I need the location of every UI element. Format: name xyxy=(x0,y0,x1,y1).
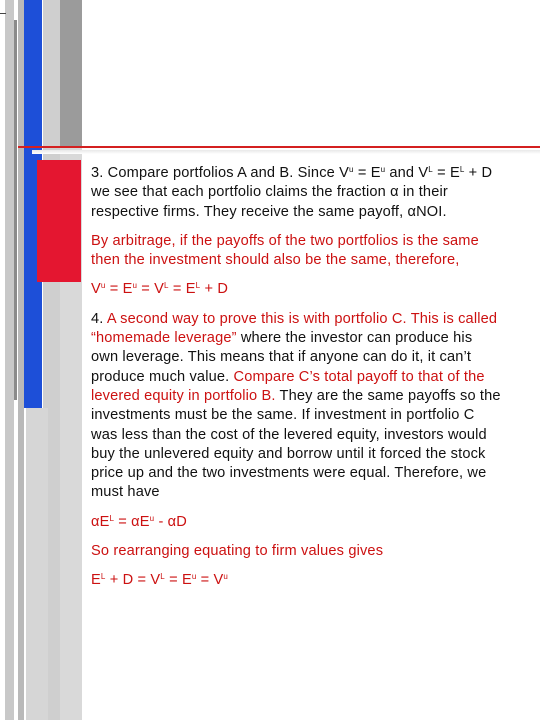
decor-rule-red xyxy=(18,146,540,148)
text-line xyxy=(91,348,531,367)
superscript: u xyxy=(380,165,386,174)
decor-bar-gray-lower xyxy=(26,408,48,720)
superscript: L xyxy=(100,572,106,582)
text-line xyxy=(91,445,531,464)
text-run: 4. xyxy=(91,310,107,327)
superscript: L xyxy=(160,572,165,582)
text-run: - αD xyxy=(154,513,187,530)
text-line xyxy=(91,571,531,590)
text-line xyxy=(91,368,531,387)
text-line xyxy=(91,310,531,329)
text-line xyxy=(91,232,531,251)
decor-bar-gray-outer xyxy=(5,0,14,720)
text-line xyxy=(91,426,531,445)
text-run: and V xyxy=(385,165,429,181)
text-run: E xyxy=(91,572,101,589)
text-run: was less than the cost of the levered equity, investors would xyxy=(91,426,487,443)
text-run: = E xyxy=(168,281,196,298)
paragraph-p-rearr xyxy=(91,542,531,561)
text-run: αE xyxy=(91,513,110,530)
decor-rule-shadow xyxy=(32,150,540,154)
text-line xyxy=(91,183,531,202)
text-run: investments must be the same. If investment in portfolio C xyxy=(91,407,475,424)
text-run: = αE xyxy=(114,513,150,530)
text-run: = E xyxy=(164,572,192,589)
superscript: L xyxy=(459,165,465,174)
text-run: we see that each portfolio claims the fraction α in their xyxy=(91,184,448,201)
paragraph-p4 xyxy=(91,310,531,503)
text-line xyxy=(91,329,531,348)
text-run: “homemade leverage” xyxy=(91,330,237,347)
superscript: u xyxy=(149,513,155,523)
text-run: where the investor can produce his xyxy=(236,330,473,347)
text-run: = E xyxy=(105,281,133,298)
superscript: u xyxy=(223,572,229,582)
paragraph-p-arb xyxy=(91,232,531,271)
text-run: A second way to prove this is with portfolio C. This is called xyxy=(106,310,498,327)
text-run: must have xyxy=(91,484,160,501)
paragraph-p-eq2 xyxy=(91,513,531,532)
text-run: + D xyxy=(464,165,493,181)
text-run: price up and the two investments were equal. Therefore, we xyxy=(91,465,487,482)
text-run: levered equity in portfolio B. xyxy=(91,387,280,404)
text-run: = E xyxy=(432,165,460,181)
text-line xyxy=(91,542,531,561)
text-run: Compare C’s total payoff to that of the xyxy=(233,368,485,385)
text-line xyxy=(91,164,531,183)
text-line xyxy=(91,280,531,299)
paragraph-p-eq1 xyxy=(91,280,531,299)
superscript: u xyxy=(132,281,138,291)
text-line xyxy=(91,387,531,406)
superscript: u xyxy=(349,165,354,174)
text-run: buy the unlevered equity and borrow until it forced the stock xyxy=(91,445,486,462)
text-line xyxy=(91,483,531,502)
superscript: u xyxy=(191,572,197,582)
superscript: L xyxy=(428,165,433,174)
text-run: + D xyxy=(200,281,229,298)
superscript: L xyxy=(164,281,169,291)
text-run: own leverage. This means that if anyone can do it, it can’t xyxy=(91,349,472,366)
decor-bar-red xyxy=(37,160,81,282)
text-run: = V xyxy=(196,572,224,589)
text-line xyxy=(91,513,531,532)
text-run: So rearranging equating to firm values gives xyxy=(91,543,384,560)
corner-mark xyxy=(0,13,6,14)
text-run: + D = V xyxy=(105,572,161,589)
superscript: L xyxy=(109,513,115,523)
text-run: 3. Compare portfolios A and B. Since V xyxy=(91,165,349,181)
text-line xyxy=(91,203,531,222)
text-run: = V xyxy=(137,281,165,298)
text-run: produce much value. xyxy=(91,368,234,385)
decor-bar-dark-thin xyxy=(14,20,17,400)
text-line xyxy=(91,406,531,425)
text-run: = E xyxy=(353,165,381,181)
superscript: u xyxy=(100,281,106,291)
text-run: V xyxy=(91,281,101,298)
decor-bar-gray-tall xyxy=(60,0,82,148)
text-run: They are the same payoffs so the xyxy=(279,387,501,404)
slide-body xyxy=(91,164,531,601)
text-run: respective firms. They receive the same payoff, αNOI. xyxy=(91,203,447,220)
paragraph-p3 xyxy=(91,164,531,222)
text-line xyxy=(91,251,531,270)
text-run: then the investment should also be the same, therefore, xyxy=(91,252,460,269)
superscript: L xyxy=(195,281,201,291)
paragraph-p-eq3 xyxy=(91,571,531,590)
text-line xyxy=(91,464,531,483)
text-run: By arbitrage, if the payoffs of the two portfolios is the same xyxy=(91,232,479,249)
